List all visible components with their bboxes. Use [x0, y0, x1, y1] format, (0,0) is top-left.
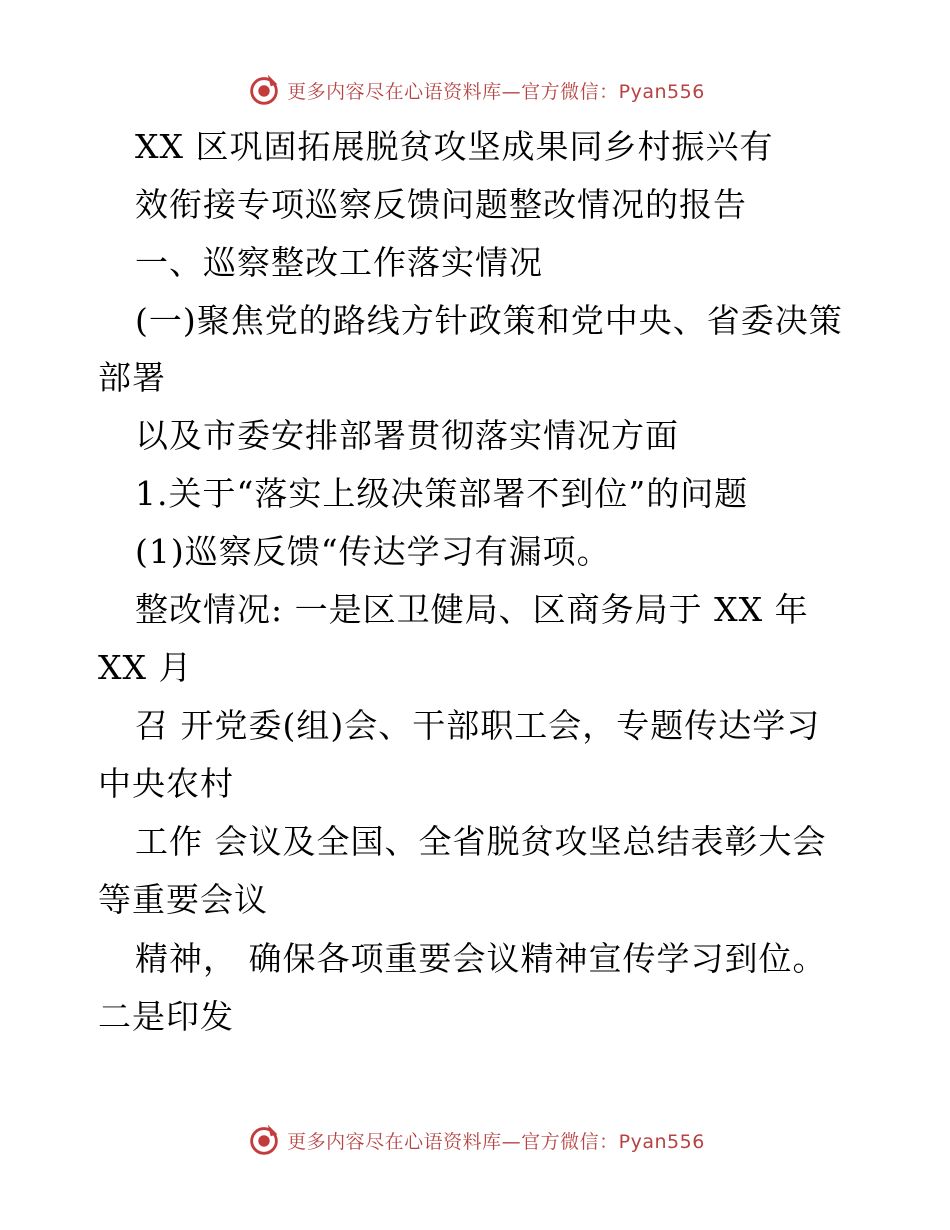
- watermark-text: 更多内容尽在心语资料库—官方微信：Pyan556: [287, 1130, 705, 1153]
- paragraph-line: XX 月: [98, 648, 193, 687]
- paragraph-line: 精神， 确保各项重要会议精神宣传学习到位。: [135, 939, 827, 978]
- paragraph-line: 二是印发: [98, 997, 234, 1036]
- subsection-heading: (一)聚焦党的路线方针政策和党中央、省委决策: [135, 301, 843, 340]
- section-heading: 一、巡察整改工作落实情况: [135, 243, 543, 282]
- paragraph-line: 召 开党委(组)会、干部职工会，专题传达学习: [135, 706, 821, 745]
- paragraph-line: 工作 会议及全国、全省脱贫攻坚总结表彰大会: [135, 822, 827, 861]
- watermark-footer: [0, 1120, 950, 1160]
- watermark-header: [0, 70, 950, 110]
- paragraph-line: 等重要会议: [98, 880, 268, 919]
- subsection-heading-cont: 部署: [98, 358, 166, 397]
- brand-logo-icon: [245, 1121, 283, 1159]
- brand-logo-icon: [245, 71, 283, 109]
- title-line-2: 效衔接专项巡察反馈问题整改情况的报告: [135, 185, 747, 224]
- title-line-1: XX 区巩固拓展脱贫攻坚成果同乡村振兴有: [135, 127, 774, 166]
- paragraph-line: 以及市委安排部署贯彻落实情况方面: [135, 416, 679, 455]
- sub-item-heading: (1)巡察反馈“传达学习有漏项。: [135, 532, 611, 571]
- paragraph-line: 整改情况: 一是区卫健局、区商务局于 XX 年: [135, 590, 809, 629]
- watermark-text: 更多内容尽在心语资料库—官方微信：Pyan556: [287, 80, 705, 103]
- paragraph-line: 中央农村: [98, 764, 234, 803]
- item-heading: 1.关于“落实上级决策部署不到位”的问题: [135, 474, 749, 513]
